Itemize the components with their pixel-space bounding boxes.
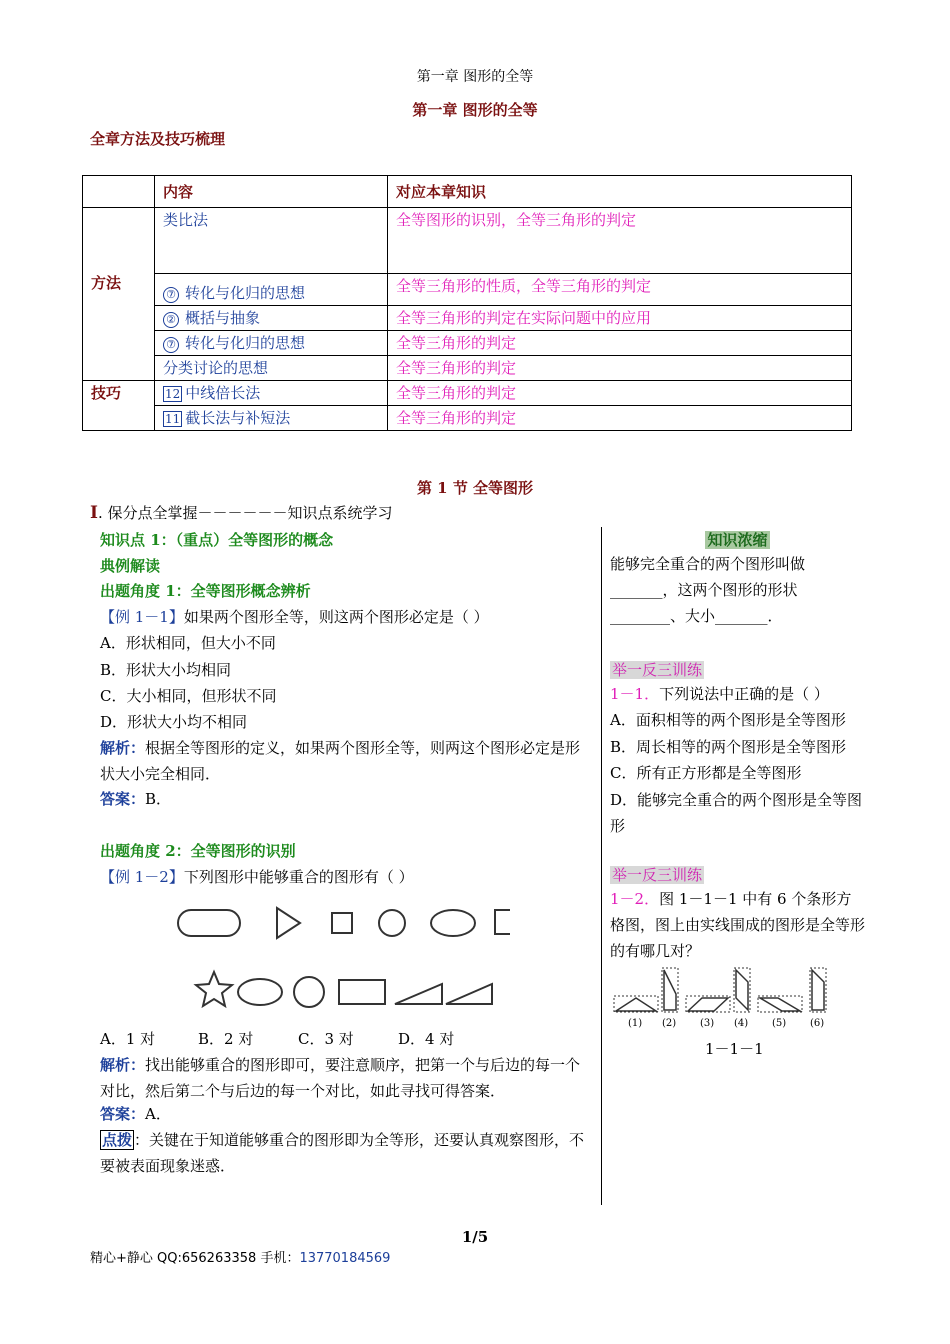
tip-label: 点拨 [102,1131,133,1149]
circle-shape-2 [294,977,324,1007]
option-a: A．形状相同，但大小不同 [100,634,276,652]
fig-label: (1) [628,1018,643,1029]
analysis-text: 找出能够重合的图形即可，要注意顺序，把第一个与后边的每一个对比，然后第二个与后边的每一个对比，如此寻找可得答案． [100,1056,581,1100]
circle-shape [379,910,405,936]
rounded-rectangle-shape [178,910,240,936]
question-1-1 [610,681,865,707]
question-text: 图 1－1－1 中有 6 个条形方格图，图上由实线围成的图形是全等形的有哪几对？ [610,890,866,960]
ellipse-shape [431,910,475,936]
example-text: 下列图形中能够重合的图形有（ ） [183,868,414,886]
col-header-content: 内容 [155,176,388,208]
row-knowledge: 全等三角形的判定 [388,331,852,356]
table-row [155,381,388,406]
table-row [155,306,388,331]
tip [100,1127,595,1179]
fig-label: (2) [662,1018,677,1029]
option-c: C．所有正方形都是全等图形 [610,764,802,782]
analysis-2 [100,1052,595,1104]
chapter-title: 第一章 图形的全等 [412,101,538,119]
square-shape [495,910,510,934]
fig-label: (3) [700,1018,715,1029]
example-1-1 [100,604,595,630]
option-b: B．2 对 [198,1030,254,1048]
analysis-label: 解析： [100,739,146,757]
table-row [155,356,388,381]
col-header-knowledge: 对应本章知识 [388,176,852,208]
option-c: C．大小相同，但形状不同 [100,687,277,705]
row-marker: ② [163,312,179,328]
right-triangle-shape-2 [446,984,492,1004]
rectangle-shape [339,980,385,1004]
grid-6 [810,968,826,1012]
training-heading [610,657,865,683]
running-header: 第一章 图形的全等 [416,69,534,85]
option-d: D．形状大小均不相同 [100,713,248,731]
example-label: 【例 1－2】 [100,868,184,886]
analysis-1 [100,735,595,787]
row-knowledge: 全等图形的识别，全等三角形的判定 [388,208,852,274]
section-title: 第 1 节 全等图形 [416,479,534,497]
grid-4 [734,968,750,1012]
grid-5 [758,996,802,1012]
row-marker: 11 [165,412,181,426]
tip-text: ：关键在于知道能够重合的图形即为全等形，还要认真观察图形，不要被表面现象迷惑． [100,1131,585,1175]
option-d: D．4 对 [398,1030,455,1048]
grid-2 [662,968,678,1012]
strip-grids-figure [612,964,834,1032]
training-heading-2 [610,862,865,888]
table-row [155,331,388,356]
phone-number: 13770184569 [299,1251,391,1266]
triangle-shape [277,908,300,938]
row-content: 转化与化归的思想 [185,334,306,352]
row-content: 截长法与补短法 [185,409,291,427]
question-label: 1－2． [610,890,660,908]
grid-1 [614,996,658,1012]
fig-label: (4) [734,1018,749,1029]
example-1-2 [100,864,595,890]
option-a: A．面积相等的两个图形是全等图形 [610,711,846,729]
figure-caption: 1－1－1 [705,1040,764,1058]
summary-text: 能够完全重合的两个图形叫做_______，这两个图形的形状________、大小_______． [610,555,806,625]
row-content: 转化与化归的思想 [185,284,306,302]
answer-label: 答案： [100,790,146,808]
question-1-2 [610,886,865,964]
table-corner [83,176,155,208]
footer-contact [90,1247,390,1266]
section-1-text: . 保分点全掌握－－－－－－知识点系统学习 [97,504,393,522]
answer-text: B． [145,790,172,808]
right-triangle-shape [395,984,442,1004]
section-subtitle: 全章方法及技巧梳理 [90,130,226,148]
row-content: 类比法 [163,211,209,229]
option-b: B．形状大小均相同 [100,661,232,679]
example-text: 如果两个图形全等，则这两个图形必定是（ ） [183,608,489,626]
knowledge-point-1: 知识点 1：（重点）全等图形的概念 [100,531,334,549]
row-knowledge: 全等三角形的判定 [388,356,852,381]
grid-3 [686,996,730,1012]
row-content: 中线倍长法 [185,384,261,402]
group-method: 方法 [83,208,155,381]
row-content: 概括与抽象 [185,309,261,327]
analysis-label: 解析： [100,1056,146,1074]
option-a: A．1 对 [100,1030,156,1048]
option-c: C．3 对 [298,1030,354,1048]
table-row [155,208,388,274]
row-content: 分类讨论的思想 [163,359,269,377]
summary-heading [610,527,865,553]
angle-1-heading: 出题角度 1：全等图形概念辨析 [100,582,311,600]
page-number: 1/5 [461,1228,489,1246]
star-shape [196,972,232,1006]
small-square-shape [332,913,352,933]
answer-2 [100,1101,595,1127]
roman-numeral: I [90,503,98,523]
question-label: 1－1． [610,685,660,703]
row-knowledge: 全等三角形的判定 [388,381,852,406]
answer-text: A． [145,1105,171,1123]
example-label: 【例 1－1】 [100,608,184,626]
fig-label: (6) [810,1018,825,1029]
group-skill: 技巧 [83,381,155,431]
row-knowledge: 全等三角形的性质，全等三角形的判定 [388,274,852,306]
column-divider [601,527,602,1205]
row-marker: 12 [165,387,181,401]
row-knowledge: 全等三角形的判定 [388,406,852,431]
answer-1 [100,786,595,812]
contact-prefix: 精心+静心 QQ:656263358 手机： [90,1251,300,1266]
table-row [155,274,388,306]
summary-label: 知识浓缩 [707,531,768,549]
option-b: B．周长相等的两个图形是全等图形 [610,738,847,756]
example-2-options [100,1026,595,1052]
methods-table [82,175,852,431]
question-text: 下列说法中正确的是（ ） [659,685,829,703]
ellipse-shape-2 [238,979,282,1005]
answer-label: 答案： [100,1105,146,1123]
row-marker: ⑦ [163,287,179,303]
training-label: 举一反三训练 [612,661,703,679]
angle-2-heading: 出题角度 2：全等图形的识别 [100,842,296,860]
table-row [155,406,388,431]
training-label: 举一反三训练 [612,866,703,884]
analysis-text: 根据全等图形的定义，如果两个图形全等，则两这个图形必定是形状大小完全相同． [100,739,581,783]
row-marker: ⑦ [163,337,179,353]
shapes-figure [170,900,510,1020]
row-knowledge: 全等三角形的判定在实际问题中的应用 [388,306,852,331]
section-1-heading [90,502,393,523]
typical-example-heading: 典例解读 [100,557,161,575]
fig-label: (5) [772,1018,787,1029]
option-d: D．能够完全重合的两个图形是全等图形 [610,791,863,835]
